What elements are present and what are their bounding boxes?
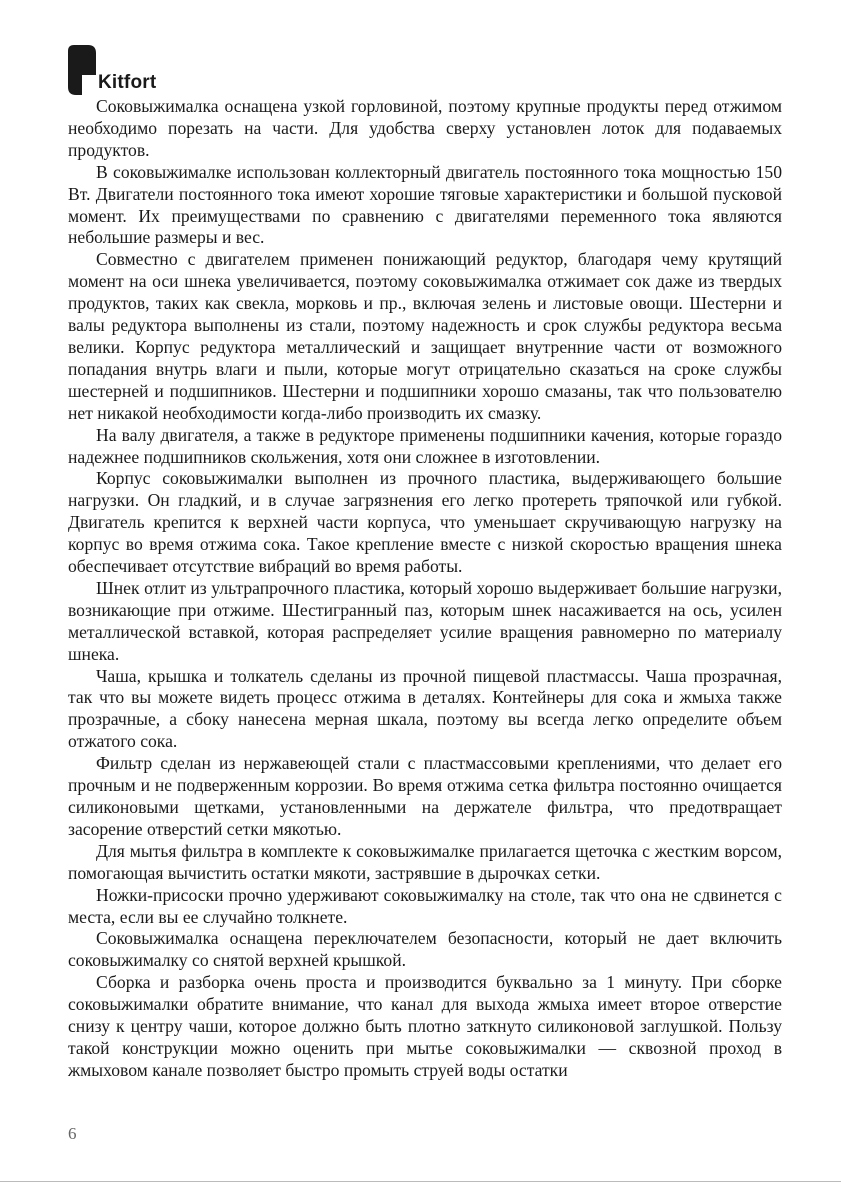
paragraph: В соковыжималке использован коллекторный двигатель постоянного тока мощностью 150 Вт. Двигатели постоянного тока имеют хорошие тяговые характеристики и большой пусковой момент. Их преимуществами по сравнению с двигателями переменного тока являются небольшие размеры и вес. [68,161,782,248]
paragraph: Ножки-присоски прочно удерживают соковыжималку на столе, так что она не сдвинется с места, если вы ее случайно толкнете. [68,884,782,927]
bottom-divider [0,1181,841,1182]
paragraph: Фильтр сделан из нержавеющей стали с пластмассовыми креплениями, что делает его прочным и не подверженным коррозии. Во время отжима сетка фильтра постоянно очищается силиконовыми щетками, установленными на держателе фильтра, что предотвращает засорение отверстий сетки мякотью. [68,753,782,839]
paragraph: Соковыжималка оснащена переключателем безопасности, который не дает включить соковыжималку со снятой верхней крышкой. [68,928,782,971]
brand-logo [68,45,156,95]
paragraph: Соковыжималка оснащена узкой горловиной, поэтому крупные продукты перед отжимом необходимо порезать на части. Для удобства сверху установлен лоток для подаваемых продуктов. [68,96,782,160]
paragraph: Шнек отлит из ультрапрочного пластика, который хорошо выдерживает большие нагрузки, возникающие при отжиме. Шестигранный паз, которым шнек насаживается на ось, усилен металлической вставкой, которая распределяет усилие вращения равномерно по материалу шнека. [68,577,782,664]
paragraph: Корпус соковыжималки выполнен из прочного пластика, выдерживающего большие нагрузки. Он гладкий, и в случае загрязнения его легко протереть тряпочкой или губкой. Двигатель крепится к верхней части корпуса, что уменьшает скручивающую нагрузку на корпус во время отжима сока. Такое крепление вместе с низкой скоростью вращения шнека обеспечивает отсутствие вибраций во время работы. [68,468,782,577]
paragraph: Совместно с двигателем применен понижающий редуктор, благодаря чему крутящий момент на оси шнека увеличивается, поэтому соковыжималка отжимает сок даже из твердых продуктов, таких как свекла, морковь и пр., включая зелень и листовые овощи. Шестерни и валы редуктора выполнены из стали, поэтому надежность и срок службы редуктора весьма велики. Корпус редуктора металлический и защищает внутренние части от возможного попадания внутрь влаги и пыли, которые могут отрицательно сказаться на сроке службы шестерней и подшипников. Шестерни и подшипники хорошо смазаны, так что пользователю нет никакой необходимости когда-либо производить их смазку. [68,249,782,423]
page-number: 6 [68,1124,77,1143]
paragraph: На валу двигателя, а также в редукторе применены подшипники качения, которые гораздо надежнее подшипников скольжения, хотя они сложнее в изготовлении. [68,424,782,467]
document-body [68,96,782,1082]
paragraph: Сборка и разборка очень проста и производится буквально за 1 минуту. При сборке соковыжималки обратите внимание, что канал для выхода жмыха имеет второе отверстие снизу к центру чаши, которое должно быть плотно заткнуто силиконовой заглушкой. Пользу такой конструкции можно оценить при мытье соковыжималки — сквозной проход в жмыховом канале позволяет быстро промыть струей воды остатки [68,972,782,1080]
kitfort-logo-icon [68,45,96,95]
paragraph: Для мытья фильтра в комплекте к соковыжималке прилагается щеточка с жестким ворсом, помогающая вычистить остатки мякоти, застрявшие в дырочках сетки. [68,840,782,883]
paragraph: Чаша, крышка и толкатель сделаны из прочной пищевой пластмассы. Чаша прозрачная, так что вы можете видеть процесс отжима в деталях. Контейнеры для сока и жмыха также прозрачные, а сбоку нанесена мерная шкала, поэтому вы всегда легко определите объем отжатого сока. [68,665,782,752]
brand-name: Kitfort [98,72,157,93]
